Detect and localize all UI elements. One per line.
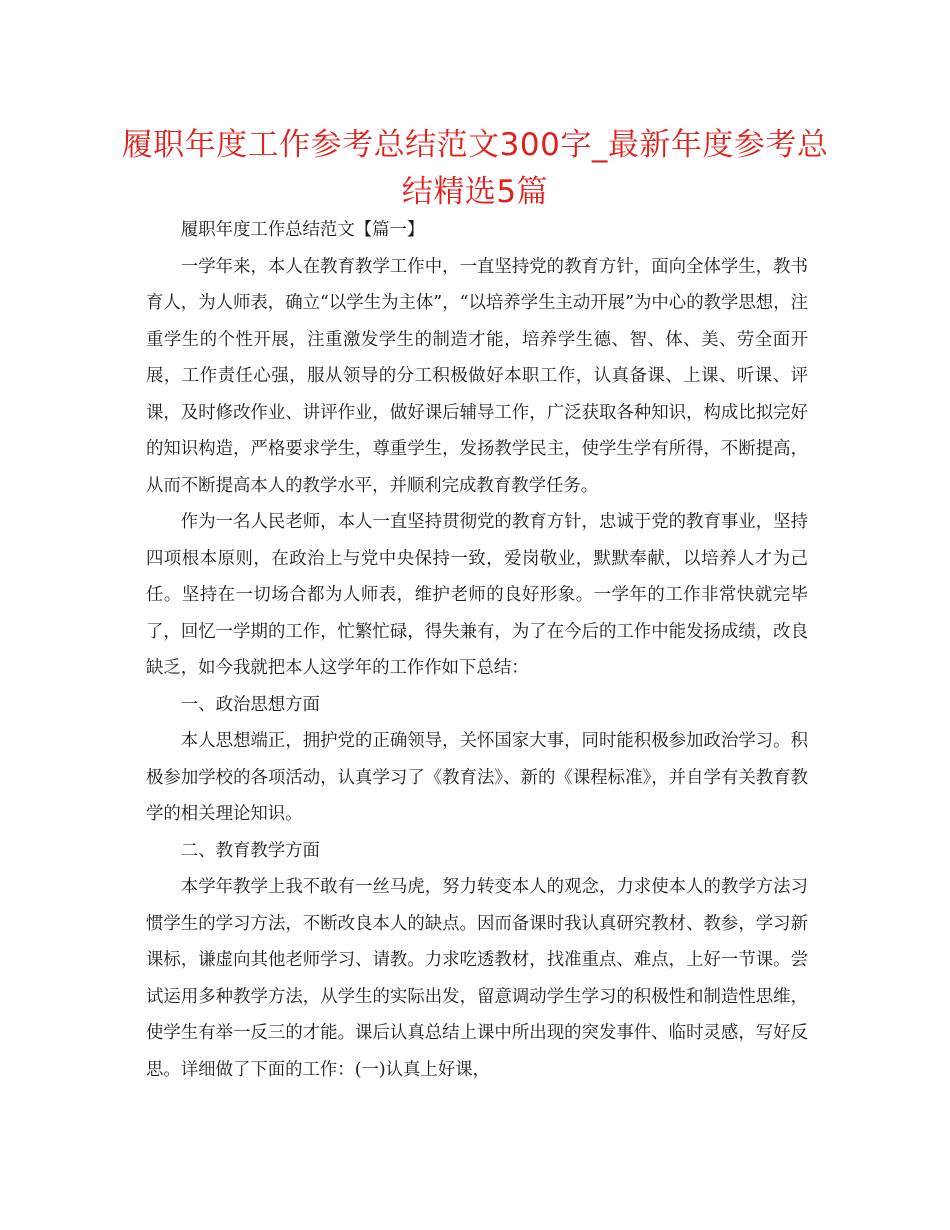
paragraph: 本学年教学上我不敢有一丝马虎，努力转变本人的观念，力求使本人的教学方法习惯学生的学习方法，不断改良本人的缺点。因而备课时我认真研究教材、教参，学习新课标，谦虚向其他老师学习、请教。力求吃透教材，找准重点、难点，上好一节课。尝试运用多种教学方法，从学生的实际出发，留意调动学生学习的积极性和制造性思维，使学生有举一反三的才能。课后认真总结上课中所出现的突发事件、临时灵感，写好反思。详细做了下面的工作：(一)认真上好课，: [146, 877, 808, 1080]
paragraph: 一学年来，本人在教育教学工作中，一直坚持党的教育方针，面向全体学生，教书育人，为人师表，确立“以学生为主体”，“以培养学生主动开展”为中心的教学思想，注重学生的个性开展，注重激发学生的制造才能，培养学生德、智、体、美、劳全面开展，工作责任心强，服从领导的分工积极做好本职工作，认真备课、上课、听课、评课，及时修改作业、讲评作业，做好课后辅导工作，广泛获取各种知识，构成比拟完好的知识构造，严格要求学生，尊重学生，发扬教学民主，使学生学有所得，不断提高，从而不断提高本人的教学水平，并顺利完成教育教学任务。: [146, 256, 808, 496]
section-heading: 一、政治思想方面: [180, 694, 320, 715]
section-heading: 二、教育教学方面: [180, 840, 320, 861]
document-body: [146, 212, 808, 1088]
paragraph: 本人思想端正，拥护党的正确领导，关怀国家大事，同时能积极参加政治学习。积极参加学校的各项活动，认真学习了《教育法》、新的《课程标准》，并自学有关教育教学的相关理论知识。: [146, 731, 808, 824]
section-heading: 履职年度工作总结范文【篇一】: [180, 220, 425, 240]
document-title: 履职年度工作参考总结范文300字_最新年度参考总结精选5篇: [121, 127, 829, 210]
paragraph: 作为一名人民老师，本人一直坚持贯彻党的教育方针，忠诚于党的教育事业，坚持四项根本原则，在政治上与党中央保持一致，爱岗敬业，默默奉献，以培养人才为己任。坚持在一切场合都为人师表，维护老师的良好形象。一学年的工作非常快就完毕了，回忆一学期的工作，忙繁忙碌，得失兼有，为了在今后的工作中能发扬成绩，改良缺乏，如今我就把本人这学年的工作作如下总结：: [146, 512, 808, 678]
